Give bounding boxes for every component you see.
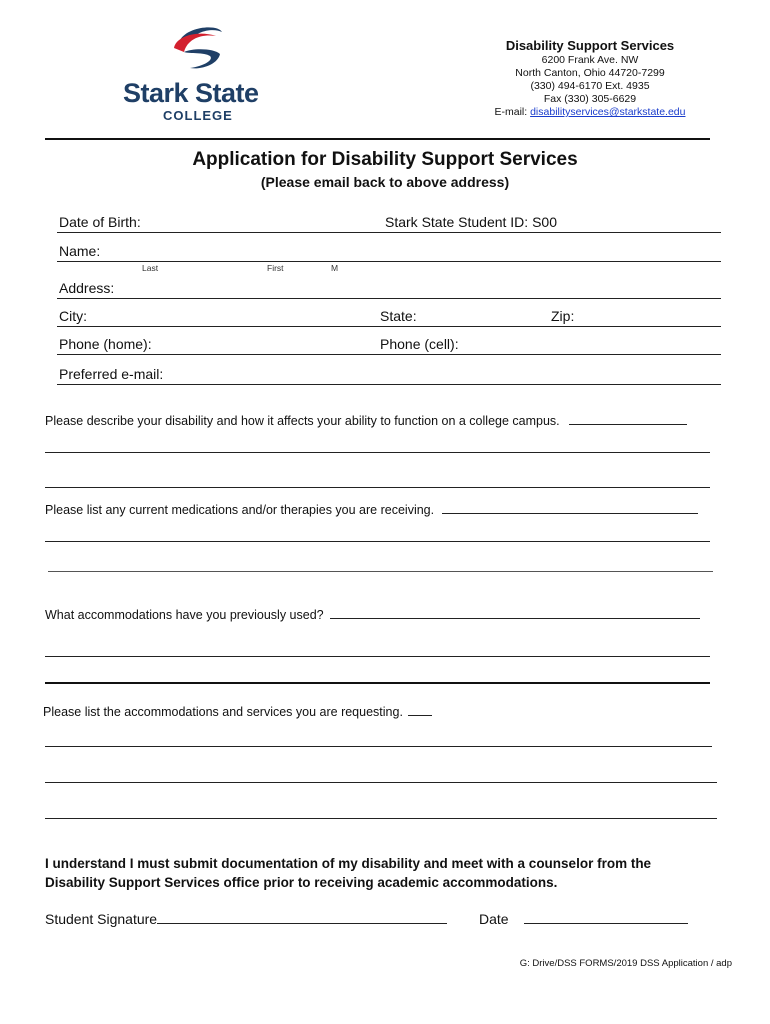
email-line	[440, 106, 740, 119]
address-line-1: 6200 Frank Ave. NW	[541, 54, 639, 66]
contact-header	[440, 38, 740, 119]
dob-id-input-line[interactable]	[57, 232, 721, 233]
question-previous-text: What accommodations have you previously used?	[45, 608, 324, 622]
name-label: Name:	[59, 243, 101, 259]
signature-input-line[interactable]	[157, 910, 447, 924]
question-previous-blank[interactable]	[330, 605, 700, 619]
question-disability	[45, 411, 687, 428]
question-requested-text: Please list the accommodations and services you are requesting.	[43, 705, 403, 719]
last-name-hint: Last	[142, 263, 159, 273]
email-link[interactable]: disabilityservices@starkstate.edu	[530, 106, 686, 118]
question-disability-text: Please describe your disability and how it affects your ability to function on a college campus.	[45, 414, 560, 428]
logo-swoosh-icon	[118, 22, 278, 78]
answer-disability-line-2[interactable]	[45, 487, 710, 488]
answer-previous-line-1[interactable]	[45, 656, 710, 657]
answer-disability-line-1[interactable]	[45, 452, 710, 453]
address-input-line[interactable]	[57, 298, 721, 299]
address-line-2: North Canton, Ohio 44720-7299	[515, 67, 665, 79]
city-state-zip-input-line[interactable]	[57, 326, 721, 327]
logo-subname: COLLEGE	[163, 108, 233, 123]
email-input-line[interactable]	[57, 384, 721, 385]
city-label: City:	[59, 308, 87, 324]
zip-label: Zip:	[551, 308, 575, 324]
answer-requested-line-1[interactable]	[45, 746, 712, 747]
answer-requested-line-3[interactable]	[45, 818, 717, 819]
question-disability-blank[interactable]	[569, 411, 687, 425]
header-divider	[45, 138, 710, 140]
footer-path: G: Drive/DSS FORMS/2019 DSS Application / adp	[519, 958, 732, 969]
page-subtitle: (Please email back to above address)	[260, 174, 510, 190]
signature-row	[45, 910, 447, 927]
answer-medications-line-1[interactable]	[45, 541, 710, 542]
question-medications-blank[interactable]	[442, 500, 698, 514]
date-row	[479, 910, 688, 927]
phone-line: (330) 494-6170 Ext. 4935	[530, 80, 650, 92]
acknowledgement-line-1: I understand I must submit documentation of my disability and meet with a counselor from the	[45, 856, 652, 871]
student-id-label: Stark State Student ID: S00	[385, 214, 557, 230]
phone-cell-label: Phone (cell):	[380, 336, 459, 352]
page-title: Application for Disability Support Services	[192, 149, 578, 170]
answer-requested-line-2[interactable]	[45, 782, 717, 783]
email-label: E-mail:	[494, 106, 528, 118]
phone-home-label: Phone (home):	[59, 336, 152, 352]
name-input-line[interactable]	[57, 261, 721, 262]
stark-state-logo	[118, 22, 278, 122]
question-requested-accommodations	[43, 702, 432, 719]
address-label: Address:	[59, 280, 115, 296]
org-name: Disability Support Services	[505, 38, 675, 53]
question-requested-blank[interactable]	[408, 702, 432, 716]
dob-label: Date of Birth:	[59, 214, 141, 230]
acknowledgement	[45, 854, 735, 892]
question-medications-text: Please list any current medications and/or therapies you are receiving.	[45, 503, 435, 517]
signature-label: Student Signature	[45, 911, 158, 927]
logo-name: Stark State	[123, 78, 259, 108]
acknowledgement-line-2: Disability Support Services office prior to receiving academic accommodations.	[45, 875, 558, 890]
fax-line: Fax (330) 305-6629	[543, 93, 637, 105]
date-label: Date	[479, 911, 509, 927]
question-medications	[45, 500, 698, 517]
middle-initial-hint: M	[331, 263, 339, 273]
state-label: State:	[380, 308, 417, 324]
answer-previous-line-2[interactable]	[45, 682, 710, 684]
answer-medications-line-2[interactable]	[48, 571, 713, 572]
email-field-label: Preferred e-mail:	[59, 366, 164, 382]
first-name-hint: First	[267, 263, 284, 273]
phone-input-line[interactable]	[57, 354, 721, 355]
question-previous-accommodations	[45, 605, 700, 622]
date-input-line[interactable]	[524, 910, 688, 924]
